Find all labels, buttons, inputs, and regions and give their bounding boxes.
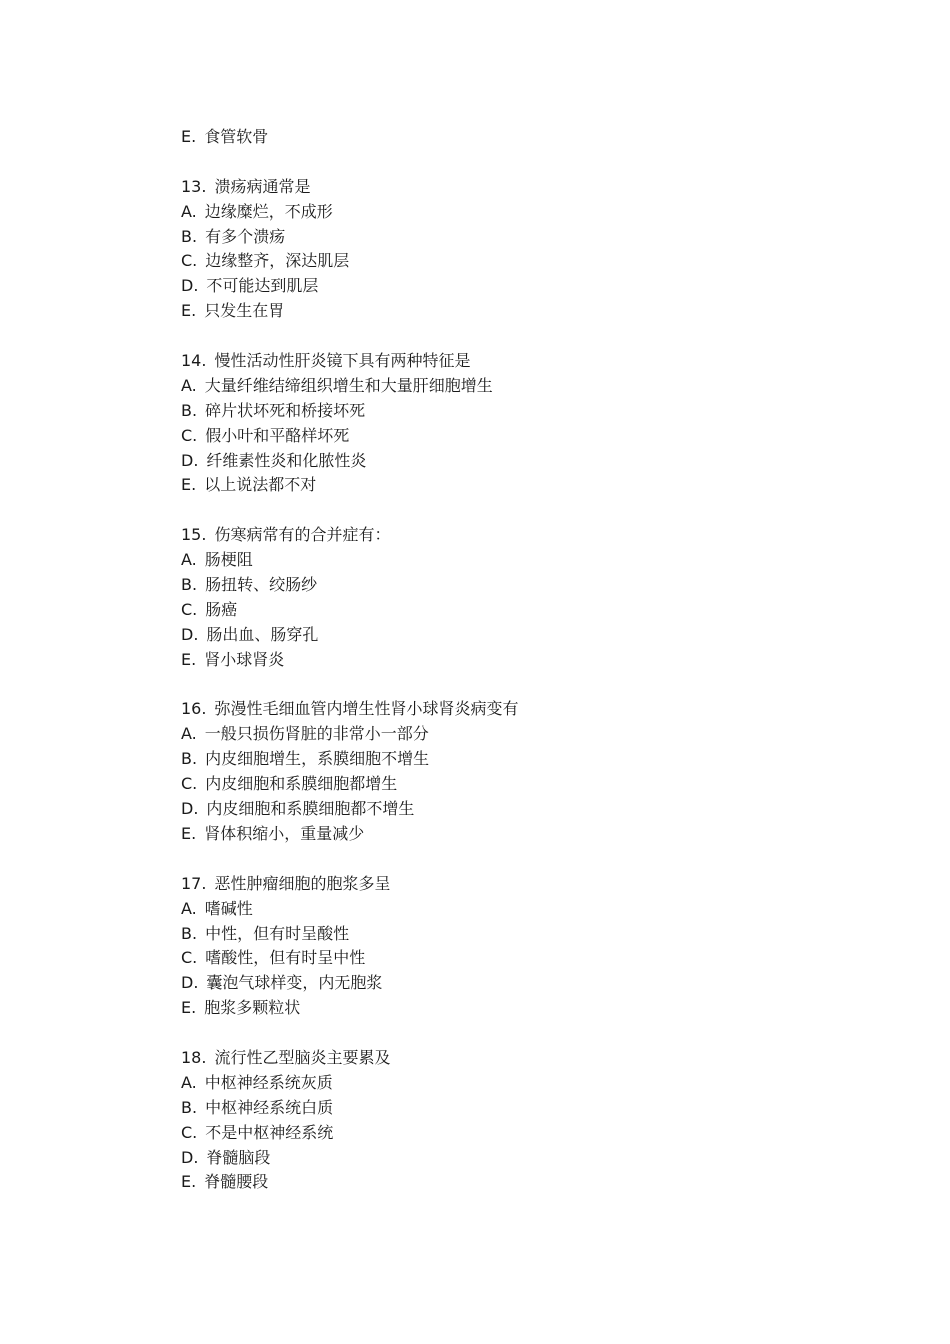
option-letter: B. (181, 400, 198, 420)
answer-option (181, 573, 821, 598)
answer-option (181, 1121, 821, 1146)
question-stem (181, 523, 821, 548)
answer-option (181, 822, 821, 847)
answer-option (181, 374, 821, 399)
option-letter: B. (181, 226, 198, 246)
answer-option (181, 922, 821, 947)
blank-line (181, 673, 821, 698)
question-text: 溃疡病通常是 (214, 176, 311, 196)
option-text: 不是中枢神经系统 (205, 1122, 334, 1142)
option-text: 一般只损伤肾脏的非常小一部分 (204, 724, 429, 744)
blank-line (181, 498, 821, 523)
option-letter: E. (181, 1172, 197, 1192)
question-number: 18. (181, 1047, 207, 1067)
answer-option (181, 722, 821, 747)
option-letter: C. (181, 425, 198, 445)
option-letter: A. (181, 550, 197, 570)
option-letter: E. (181, 475, 197, 495)
option-letter: C. (181, 1122, 198, 1142)
option-letter: D. (181, 973, 199, 993)
option-text: 大量纤维结缔组织增生和大量肝细胞增生 (204, 375, 493, 395)
question-number: 14. (181, 351, 207, 371)
question-text: 流行性乙型脑炎主要累及 (214, 1047, 391, 1067)
answer-option (181, 598, 821, 623)
answer-option (181, 897, 821, 922)
option-text: 脊髓脑段 (206, 1147, 271, 1167)
option-letter: A. (181, 724, 197, 744)
question-number: 17. (181, 873, 207, 893)
answer-option (181, 747, 821, 772)
option-text: 胞浆多颗粒状 (204, 998, 301, 1018)
option-letter: D. (181, 624, 199, 644)
blank-line (181, 324, 821, 349)
answer-option (181, 946, 821, 971)
option-text: 边缘整齐，深达肌层 (205, 251, 350, 271)
answer-option (181, 274, 821, 299)
question-number: 13. (181, 176, 207, 196)
question-text: 弥漫性毛细血管内增生性肾小球肾炎病变有 (214, 699, 519, 719)
option-letter: E. (181, 998, 197, 1018)
answer-option (181, 399, 821, 424)
option-text: 肾小球肾炎 (204, 649, 285, 669)
option-text: 肠扭转、绞肠纱 (205, 575, 318, 595)
option-letter: E. (181, 301, 197, 321)
answer-option (181, 996, 821, 1021)
answer-option (181, 225, 821, 250)
option-text: 边缘糜烂，不成形 (204, 201, 333, 221)
answer-option (181, 772, 821, 797)
answer-option (181, 1170, 821, 1195)
option-letter: B. (181, 575, 198, 595)
option-text: 假小叶和平酪样坏死 (205, 425, 350, 445)
question-number: 15. (181, 525, 207, 545)
blank-line (181, 150, 821, 175)
option-text: 肠梗阻 (204, 550, 253, 570)
option-text: 内皮细胞和系膜细胞都增生 (205, 774, 398, 794)
option-letter: D. (181, 450, 199, 470)
option-text: 食管软骨 (204, 127, 269, 146)
question-text: 伤寒病常有的合并症有： (214, 525, 391, 545)
answer-option (181, 449, 821, 474)
option-letter: B. (181, 1097, 198, 1117)
answer-option (181, 1071, 821, 1096)
option-letter: A. (181, 201, 197, 221)
question-stem (181, 872, 821, 897)
option-text: 囊泡气球样变，内无胞浆 (206, 973, 383, 993)
answer-option (181, 623, 821, 648)
question-number: 16. (181, 699, 207, 719)
option-text: 有多个溃疡 (205, 226, 286, 246)
option-text: 肾体积缩小，重量减少 (204, 823, 365, 843)
answer-option (181, 424, 821, 449)
option-text: 肠出血、肠穿孔 (206, 624, 319, 644)
option-text: 肠癌 (205, 599, 238, 619)
option-text: 不可能达到肌层 (206, 276, 319, 296)
option-letter: B. (181, 923, 198, 943)
answer-option (181, 299, 821, 324)
option-text: 只发生在胃 (204, 301, 285, 321)
option-letter: E. (181, 127, 197, 146)
question-stem (181, 349, 821, 374)
option-text: 中枢神经系统灰质 (204, 1072, 333, 1092)
question-text: 恶性肿瘤细胞的胞浆多呈 (214, 873, 391, 893)
option-letter: B. (181, 749, 198, 769)
option-letter: D. (181, 1147, 199, 1167)
answer-option (181, 473, 821, 498)
answer-option (181, 125, 821, 150)
question-stem (181, 1046, 821, 1071)
answer-option (181, 249, 821, 274)
option-text: 以上说法都不对 (204, 475, 317, 495)
option-letter: A. (181, 898, 197, 918)
option-text: 脊髓腰段 (204, 1172, 269, 1192)
document-page (181, 125, 821, 1195)
blank-line (181, 1021, 821, 1046)
option-letter: E. (181, 649, 197, 669)
answer-option (181, 797, 821, 822)
option-letter: A. (181, 375, 197, 395)
option-text: 纤维素性炎和化脓性炎 (206, 450, 367, 470)
option-text: 内皮细胞和系膜细胞都不增生 (206, 799, 415, 819)
option-letter: D. (181, 276, 199, 296)
option-text: 嗜酸性，但有时呈中性 (205, 948, 366, 968)
option-letter: C. (181, 251, 198, 271)
option-text: 中枢神经系统白质 (205, 1097, 334, 1117)
option-text: 中性，但有时呈酸性 (205, 923, 350, 943)
option-letter: C. (181, 948, 198, 968)
answer-option (181, 648, 821, 673)
option-letter: C. (181, 774, 198, 794)
answer-option (181, 1096, 821, 1121)
option-text: 内皮细胞增生，系膜细胞不增生 (205, 749, 430, 769)
option-text: 碎片状坏死和桥接坏死 (205, 400, 366, 420)
option-text: 嗜碱性 (204, 898, 253, 918)
option-letter: C. (181, 599, 198, 619)
answer-option (181, 548, 821, 573)
question-text: 慢性活动性肝炎镜下具有两种特征是 (214, 351, 471, 371)
question-stem (181, 697, 821, 722)
answer-option (181, 200, 821, 225)
option-letter: A. (181, 1072, 197, 1092)
question-stem (181, 175, 821, 200)
option-letter: E. (181, 823, 197, 843)
answer-option (181, 1146, 821, 1171)
blank-line (181, 847, 821, 872)
answer-option (181, 971, 821, 996)
option-letter: D. (181, 799, 199, 819)
